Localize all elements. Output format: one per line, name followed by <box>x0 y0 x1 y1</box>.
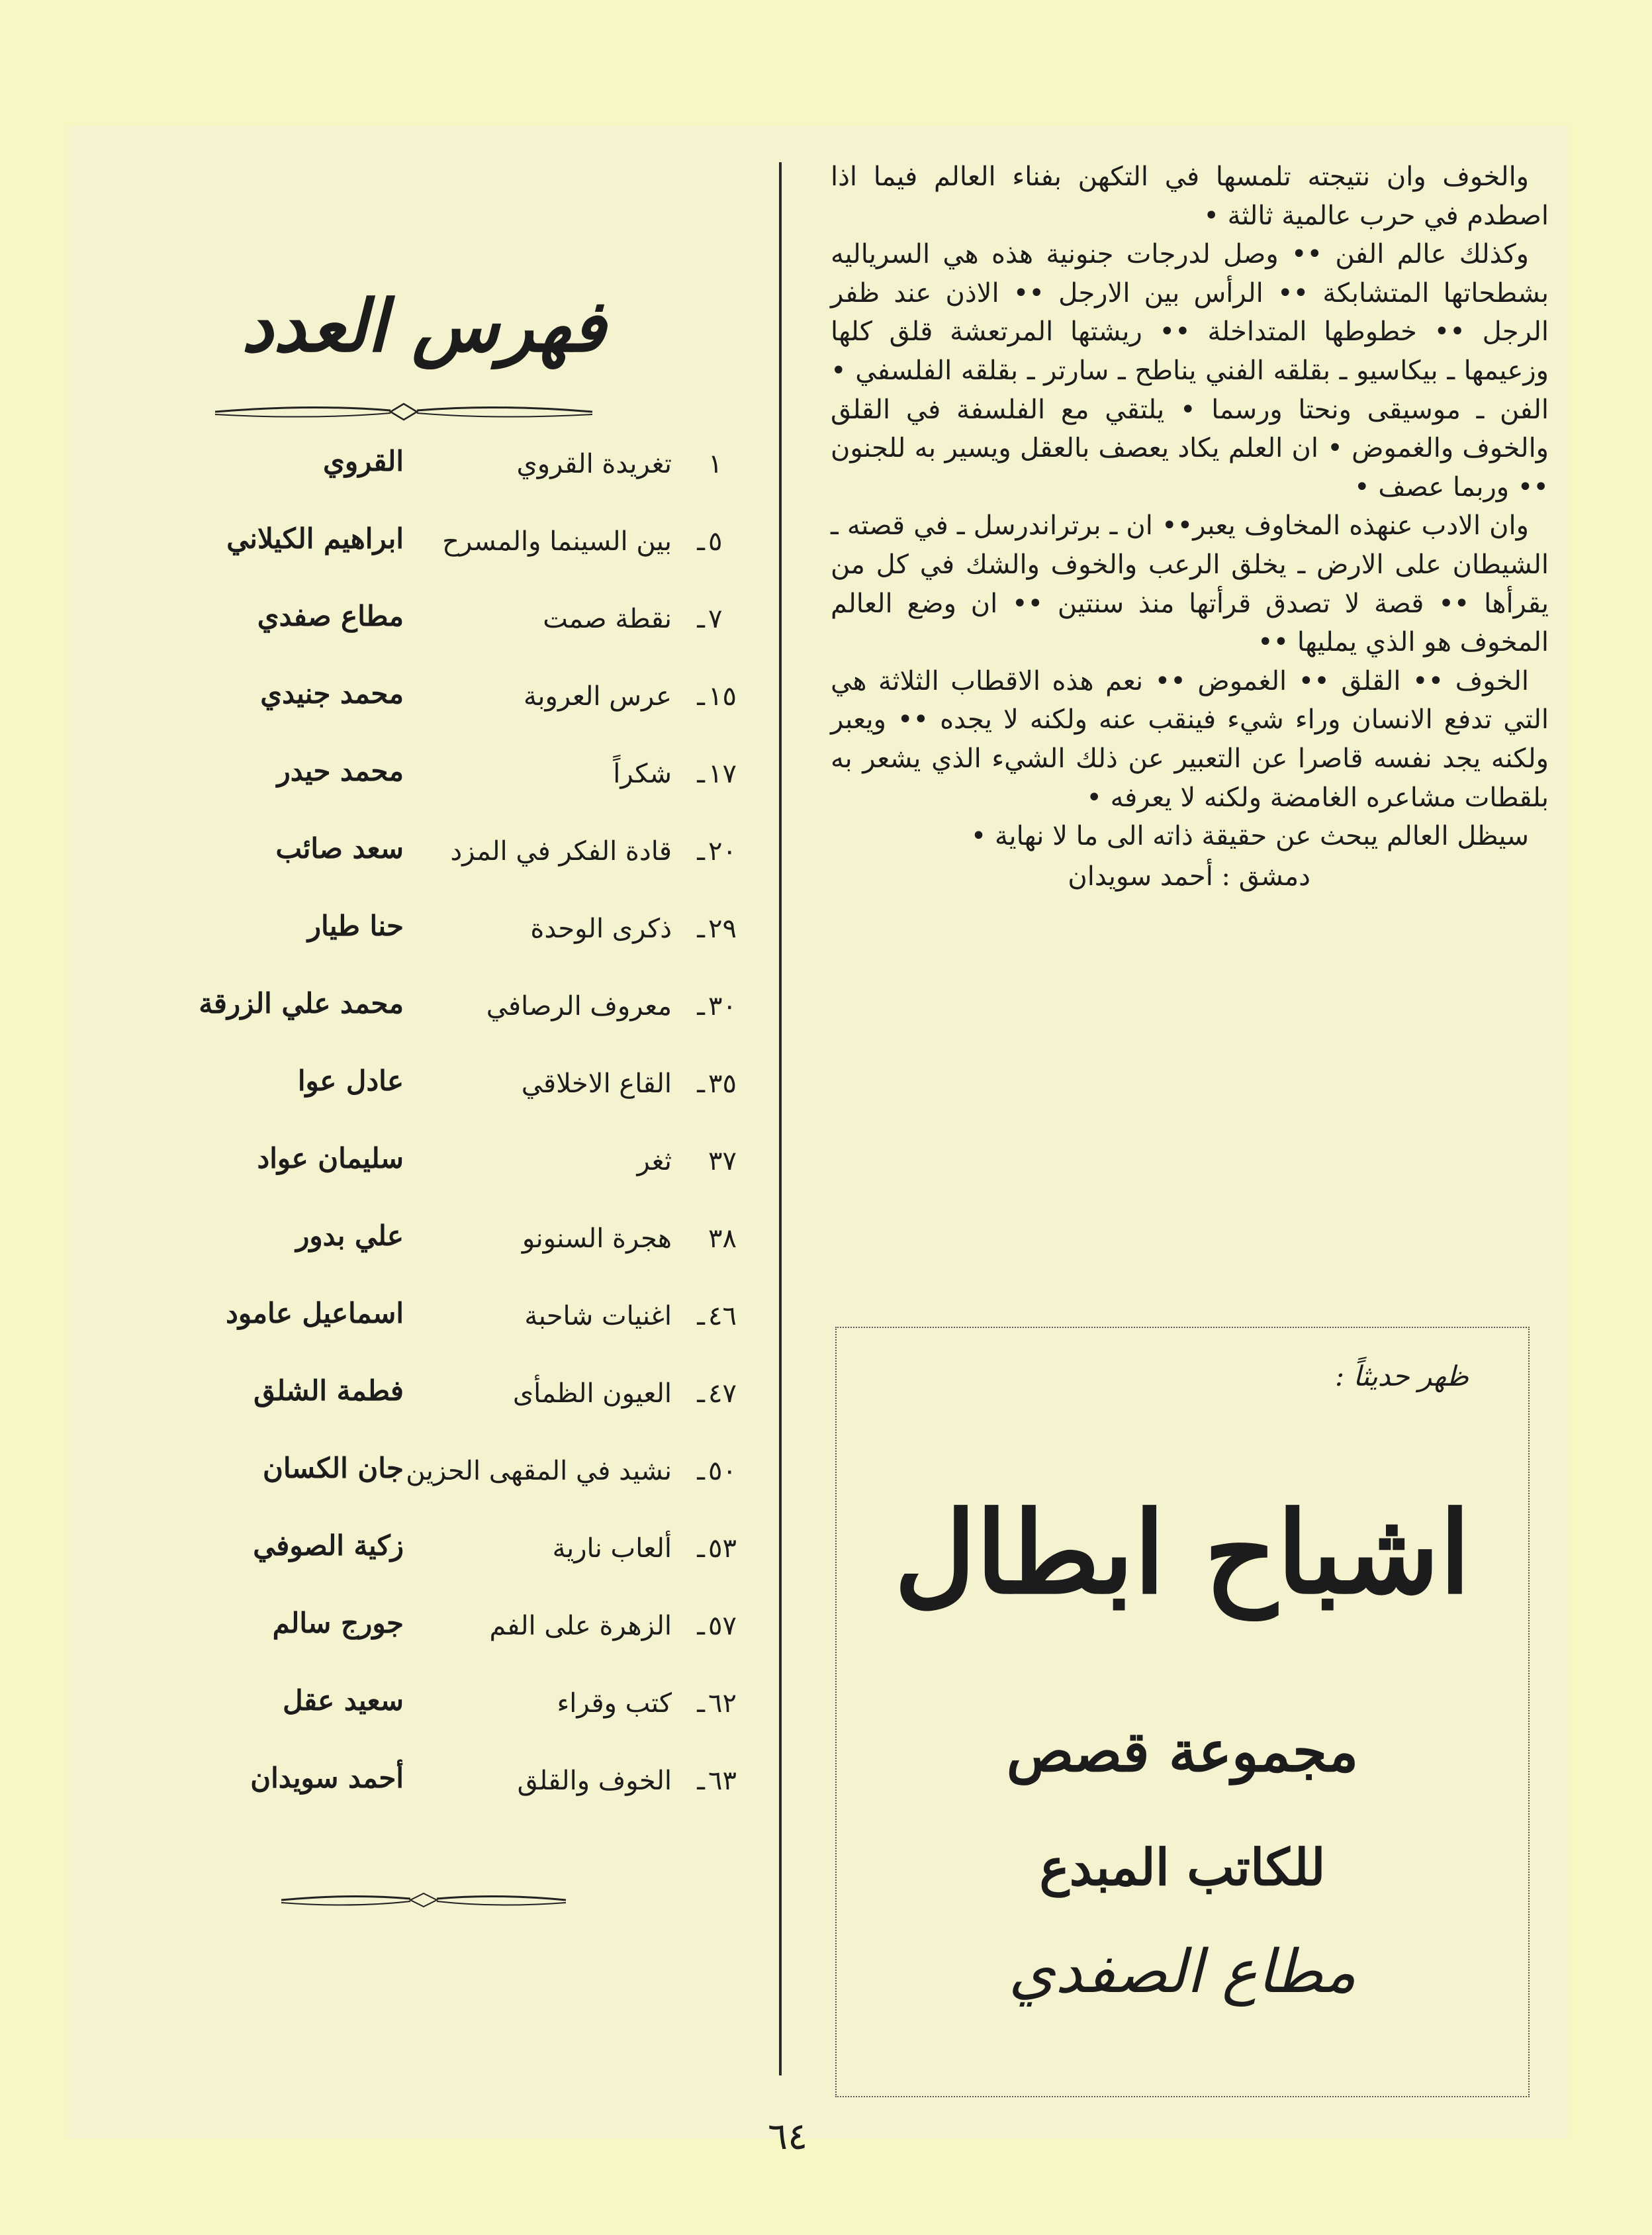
entry-author: جان الكسان <box>263 1452 404 1484</box>
entry-page: ٣٧ <box>708 1146 737 1176</box>
entry-author: أحمد سويدان <box>250 1762 404 1794</box>
index-list <box>146 445 761 1843</box>
entry-page: ٦٢ <box>708 1688 737 1719</box>
column-divider <box>779 162 782 2075</box>
entry-title: بين السينما والمسرح <box>442 526 672 557</box>
entry-title: هجرة السنونو <box>522 1223 672 1254</box>
entry-page: ٤٧ <box>708 1378 737 1409</box>
entry-title: كتب وقراء <box>557 1688 672 1719</box>
entry-page: ٢٠ <box>708 836 737 867</box>
ornament-divider-top <box>212 397 596 424</box>
entry-page: ١٥ <box>708 681 737 712</box>
entry-author: جورج سالم <box>272 1607 404 1639</box>
ad-book-title: اشباح ابطال <box>894 1487 1471 1619</box>
index-entry <box>146 1607 761 1688</box>
entry-page: ٥ <box>708 526 723 557</box>
index-entry <box>146 1065 761 1146</box>
index-title: فهرس العدد <box>241 285 606 368</box>
entry-author: زكية الصوفي <box>253 1529 404 1562</box>
entry-title: الخوف والقلق <box>517 1766 672 1796</box>
entry-page: ٣٥ <box>708 1069 737 1099</box>
index-entry <box>146 1452 761 1533</box>
entry-page: ٧ <box>708 604 723 634</box>
ad-author-label: للكاتب المبدع <box>1039 1838 1326 1897</box>
entry-author: محمد حيدر <box>277 755 404 787</box>
entry-author: محمد جنيدي <box>260 677 404 710</box>
entry-dash: ـ <box>697 681 705 712</box>
entry-title: تغريدة القروي <box>516 449 672 479</box>
entry-page: ٣٨ <box>708 1223 737 1254</box>
entry-page: ٥٧ <box>708 1611 737 1641</box>
index-entry <box>146 987 761 1069</box>
article-paragraph-5: سيظل العالم يبحث عن حقيقة ذاته الى ما لا نهاية • <box>970 821 1529 852</box>
entry-title: ثغر <box>637 1146 672 1176</box>
ad-pre-title: ظهر حديثاً : <box>1335 1360 1469 1392</box>
entry-title: نقطة صمت <box>543 604 672 634</box>
entry-title: القاع الاخلاقي <box>521 1069 672 1099</box>
entry-author: علي بدور <box>296 1219 404 1252</box>
entry-dash: ـ <box>697 914 705 944</box>
entry-author: فطمة الشلق <box>253 1374 404 1407</box>
entry-dash: ـ <box>697 526 705 557</box>
entry-author: اسماعيل عامود <box>226 1297 404 1329</box>
article-signature: دمشق : أحمد سويدان <box>1068 861 1310 892</box>
ornament-divider-bottom <box>278 1885 569 1912</box>
entry-title: ذكرى الوحدة <box>530 914 672 944</box>
entry-title: شكراً <box>613 759 672 789</box>
entry-author: سعد صائب <box>275 832 404 865</box>
entry-page: ٦٣ <box>708 1766 737 1796</box>
entry-dash: ـ <box>697 604 705 634</box>
index-entry <box>146 600 761 681</box>
entry-dash: ـ <box>697 836 705 867</box>
entry-author: القروي <box>322 445 404 477</box>
entry-dash: ـ <box>697 1533 705 1564</box>
entry-author: محمد علي الزرقة <box>199 987 404 1020</box>
index-entry <box>146 832 761 914</box>
entry-dash: ـ <box>697 1301 705 1331</box>
entry-dash: ـ <box>697 1456 705 1486</box>
entry-title: العيون الظمأى <box>512 1378 672 1409</box>
entry-title: نشيد في المقهى الحزين <box>406 1456 672 1486</box>
article-paragraph-1: والخوف وان نتيجته تلمسها في التكهن بفناء العالم فيما اذا اصطدم في حرب عالمية ثالثة • <box>831 162 1549 231</box>
entry-dash: ـ <box>697 759 705 789</box>
entry-dash: ـ <box>697 1069 705 1099</box>
entry-page: ٢٩ <box>708 914 737 944</box>
index-entry <box>146 1219 761 1301</box>
article-paragraph-2: وكذلك عالم الفن •• وصل لدرجات جنونية هذه هي السرياليه بشطحاتها المتشابكة •• الرأس بين الارجل •• الاذن عند ظفر الرجل •• خطوطها المتداخلة •• ريشتها المرتعشة قلق كلها وزعيمها ـ بيكاسيو ـ بقلقه الفني يناطح ـ سارتر ـ بقلقه الفلسفي • الفن ـ موسيقى ونحتا ورسما • يلتقي مع الفلسفة في القلق والخوف والغموض • ان العلم يكاد يعصف بالعقل ويسير به للجنون •• وربما عصف • <box>831 239 1549 502</box>
entry-title: عرس العروبة <box>523 681 672 712</box>
index-entry <box>146 677 761 759</box>
article-column <box>831 158 1549 896</box>
ad-subtitle: مجموعة قصص <box>1006 1719 1359 1784</box>
entry-author: ابراهيم الكيلاني <box>226 522 404 555</box>
entry-page: ٣٠ <box>708 991 737 1022</box>
index-entry <box>146 755 761 836</box>
article-paragraph-4: الخوف •• القلق •• الغموض •• نعم هذه الاقطاب الثلاثة هي التي تدفع الانسان وراء شيء فينقب عنه ولكنه لا يجده •• ويعبر ولكنه يجد نفسه قاصرا عن التعبير عن ذلك الشيء الذي يشعر به بلقطات مشاعره الغامضة ولكنه لا يعرفه • <box>831 665 1549 813</box>
index-entry <box>146 445 761 526</box>
entry-dash: ـ <box>697 1688 705 1719</box>
entry-page: ٥٣ <box>708 1533 737 1564</box>
index-entry <box>146 910 761 991</box>
article-paragraph-3: وان الادب عنهذه المخاوف يعبر•• ان ـ برتراندرسل ـ في قصته ـ الشيطان على الارض ـ يخلق الرعب والخوف والشك في كل من يقرأها •• قصة لا تصدق قرأتها منذ سنتين •• ان وضع العالم المخوف هو الذي يمليها •• <box>831 510 1549 658</box>
index-entry <box>146 1762 761 1843</box>
entry-dash: ـ <box>697 991 705 1022</box>
entry-title: معروف الرصافي <box>486 991 672 1022</box>
index-entry <box>146 1684 761 1766</box>
entry-page: ١ <box>708 449 723 479</box>
entry-title: قادة الفكر في المزد <box>450 836 672 867</box>
entry-author: عادل عوا <box>297 1065 404 1097</box>
index-entry <box>146 1529 761 1611</box>
entry-dash: ـ <box>697 1378 705 1409</box>
entry-author: حنا طيار <box>307 910 404 942</box>
entry-title: الزهرة على الفم <box>489 1611 672 1641</box>
entry-author: مطاع صفدي <box>257 600 404 632</box>
page-number: ٦٤ <box>768 2115 808 2158</box>
entry-page: ١٧ <box>708 759 737 789</box>
ad-author-name: مطاع الصفدي <box>1008 1937 1357 2007</box>
index-entry <box>146 1142 761 1223</box>
entry-page: ٤٦ <box>708 1301 737 1331</box>
entry-dash: ـ <box>697 1766 705 1796</box>
entry-author: سليمان عواد <box>257 1142 404 1174</box>
index-entry <box>146 1374 761 1456</box>
book-advertisement <box>835 1327 1530 2097</box>
entry-dash: ـ <box>697 1611 705 1641</box>
index-entry <box>146 522 761 604</box>
entry-author: سعيد عقل <box>283 1684 404 1717</box>
entry-page: ٥٠ <box>708 1456 737 1486</box>
entry-title: ألعاب نارية <box>552 1533 672 1564</box>
index-entry <box>146 1297 761 1378</box>
entry-title: اغنيات شاحبة <box>524 1301 672 1331</box>
